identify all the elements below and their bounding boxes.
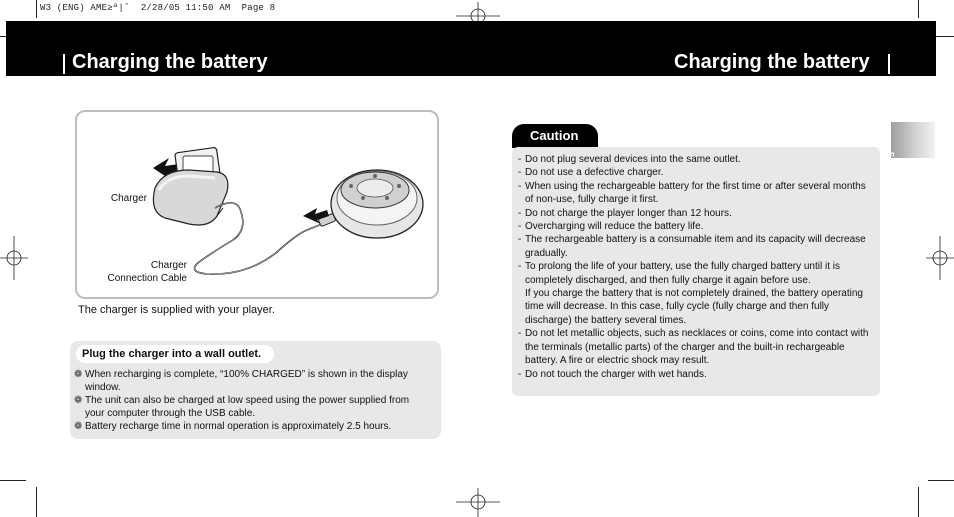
cable-label-line1: Charger [150, 260, 187, 271]
page-title-left: Charging the battery [72, 51, 268, 73]
cable-label-line2: Connection Cable [107, 273, 187, 284]
note-bullet-icon: ❁ [74, 421, 83, 432]
list-item-continuation: If you charge the battery that is not completely drained, the battery operating time will decrease. In this case, fully cycle (fully charge and then fully discharge) the battery several times. [525, 288, 863, 326]
title-banner [6, 21, 936, 76]
crop-mark [928, 480, 954, 481]
list-item: - Overcharging will reduce the battery life. [518, 221, 704, 233]
notes-list [74, 368, 424, 433]
crop-mark [0, 480, 26, 481]
list-item: ❁ Battery recharge time in normal operation is approximately 2.5 hours. [74, 421, 392, 432]
language-tab [886, 122, 935, 171]
crop-mark [918, 0, 919, 18]
crop-mark [918, 487, 919, 517]
caution-panel [512, 147, 880, 396]
page-title-right: Charging the battery [674, 51, 870, 73]
notes-heading: Plug the charger into a wall outlet. [76, 345, 274, 363]
caution-tab [512, 124, 598, 148]
illustration-caption: The charger is supplied with your player. [78, 304, 275, 316]
list-item: - Do not charge the player longer than 12 hours. [518, 207, 732, 219]
crop-mark [36, 487, 37, 517]
list-item: - Do not touch the charger with wet hands. [518, 368, 707, 380]
language-tab-label: ENG [886, 152, 895, 171]
list-item: - Do not use a defective charger. [518, 167, 664, 179]
caution-list [518, 153, 874, 381]
crop-mark [934, 36, 954, 37]
list-item: ❁ The unit can also be charged at low speed using the power supplied from your computer through the USB cable. [74, 395, 410, 419]
notes-panel [70, 341, 441, 439]
caution-title: Caution [530, 128, 579, 143]
registration-mark-right [926, 236, 954, 280]
title-bar-right [888, 54, 890, 74]
charger-illustration [75, 110, 439, 299]
list-item: - Do not plug several devices into the same outlet. [518, 154, 741, 165]
crop-mark [36, 0, 37, 18]
list-item: - When using the rechargeable battery for the first time or after several months of non-use, fully charge it first. [518, 180, 866, 206]
list-item: ❁ When recharging is complete, “100% CHARGED” is shown in the display window. [74, 369, 408, 393]
title-bar-left [63, 54, 65, 74]
charger-label: Charger [110, 193, 147, 204]
list-item: - The rechargeable battery is a consumable item and its capacity will decrease gradually. [518, 234, 866, 259]
list-item: - To prolong the life of your battery, use the fully charged battery until it is completely discharged, and then fully charge it again before use. [518, 261, 840, 286]
registration-mark-bottom [456, 488, 500, 517]
registration-mark-left [0, 236, 28, 280]
list-item: - Do not let metallic objects, such as necklaces or coins, come into contact with the terminals (metallic parts) of the charger and the built-in rechargeable battery. A fire or electric shock may result. [518, 328, 869, 367]
note-bullet-icon: ❁ [74, 369, 83, 380]
note-bullet-icon: ❁ [74, 395, 83, 406]
print-slug: W3 (ENG) AME≥ª|ˆ 2/28/05 11:50 AM Page 8 [40, 3, 276, 13]
